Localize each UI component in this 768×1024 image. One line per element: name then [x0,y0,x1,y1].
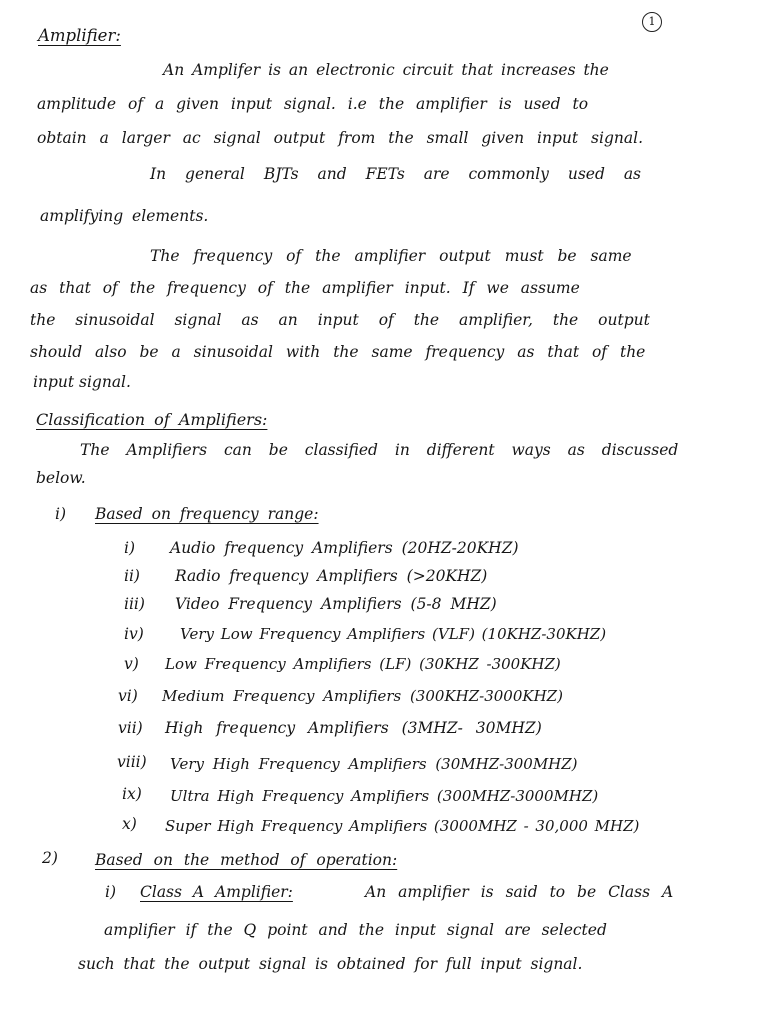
list-item: Low Frequency Amplifiers (LF) (30KHZ -300KHZ) [165,655,561,673]
list-marker: vi) [118,687,138,705]
intro-line: should also be a sinusoidal with the same frequency as that of the [30,343,646,361]
list-item: Ultra High Frequency Amplifiers (300MHZ-3000MHZ) [170,787,599,805]
list-item: Radio frequency Amplifiers (>20KHZ) [175,567,488,585]
classification-text: below. [36,469,86,487]
intro-line: An Amplifer is an electronic circuit that increases the [163,61,609,79]
list-marker: vii) [118,719,143,737]
list-item: Audio frequency Amplifiers (20HZ-20KHZ) [170,539,519,557]
class-a-title: Class A Amplifier: [140,883,293,901]
list-item: High frequency Amplifiers (3MHZ- 30MHZ) [165,719,542,737]
subsection-heading: Based on the method of operation: [95,851,398,869]
intro-line: the sinusoidal signal as an input of the amplifier, the output [30,311,650,329]
page-title: Amplifier: [38,26,121,45]
list-item: Medium Frequency Amplifiers (300KHZ-3000KHZ) [162,687,563,705]
list-marker: iv) [124,625,144,643]
subsection-heading: Based on frequency range: [95,505,319,523]
list-marker: i) [55,505,67,523]
intro-line: amplifying elements. [40,207,209,225]
list-marker: v) [124,655,139,673]
classification-text: The Amplifiers can be classified in different ways as discussed [80,441,679,459]
list-marker: i) [124,539,136,557]
intro-line: input signal. [33,373,131,391]
list-item: Very High Frequency Amplifiers (30MHZ-300MHZ) [170,755,578,773]
list-marker: iii) [124,595,145,613]
intro-line: obtain a larger ac signal output from the small given input signal. [37,129,644,147]
list-marker: ix) [122,785,142,803]
list-item: Very Low Frequency Amplifiers (VLF) (10KHZ-30KHZ) [180,625,607,643]
section-heading: Classification of Amplifiers: [36,410,268,429]
intro-line: amplitude of a given input signal. i.e the amplifier is used to [37,95,589,113]
list-marker: ii) [124,567,140,585]
list-marker: i) [105,883,117,901]
page-number: 1 [642,12,662,32]
class-a-text: An amplifier is said to be Class A [365,883,674,901]
list-item: Super High Frequency Amplifiers (3000MHZ - 30,000 MHZ) [165,817,640,835]
intro-line: as that of the frequency of the amplifier input. If we assume [30,279,580,297]
class-a-text: amplifier if the Q point and the input signal are selected [104,921,607,939]
list-item: Video Frequency Amplifiers (5-8 MHZ) [175,595,497,613]
list-marker: x) [122,815,137,833]
list-marker: viii) [117,753,147,771]
list-marker: 2) [42,849,58,867]
intro-line: The frequency of the amplifier output must be same [150,247,632,265]
intro-line: In general BJTs and FETs are commonly used as [150,165,642,183]
class-a-text: such that the output signal is obtained for full input signal. [78,955,583,973]
